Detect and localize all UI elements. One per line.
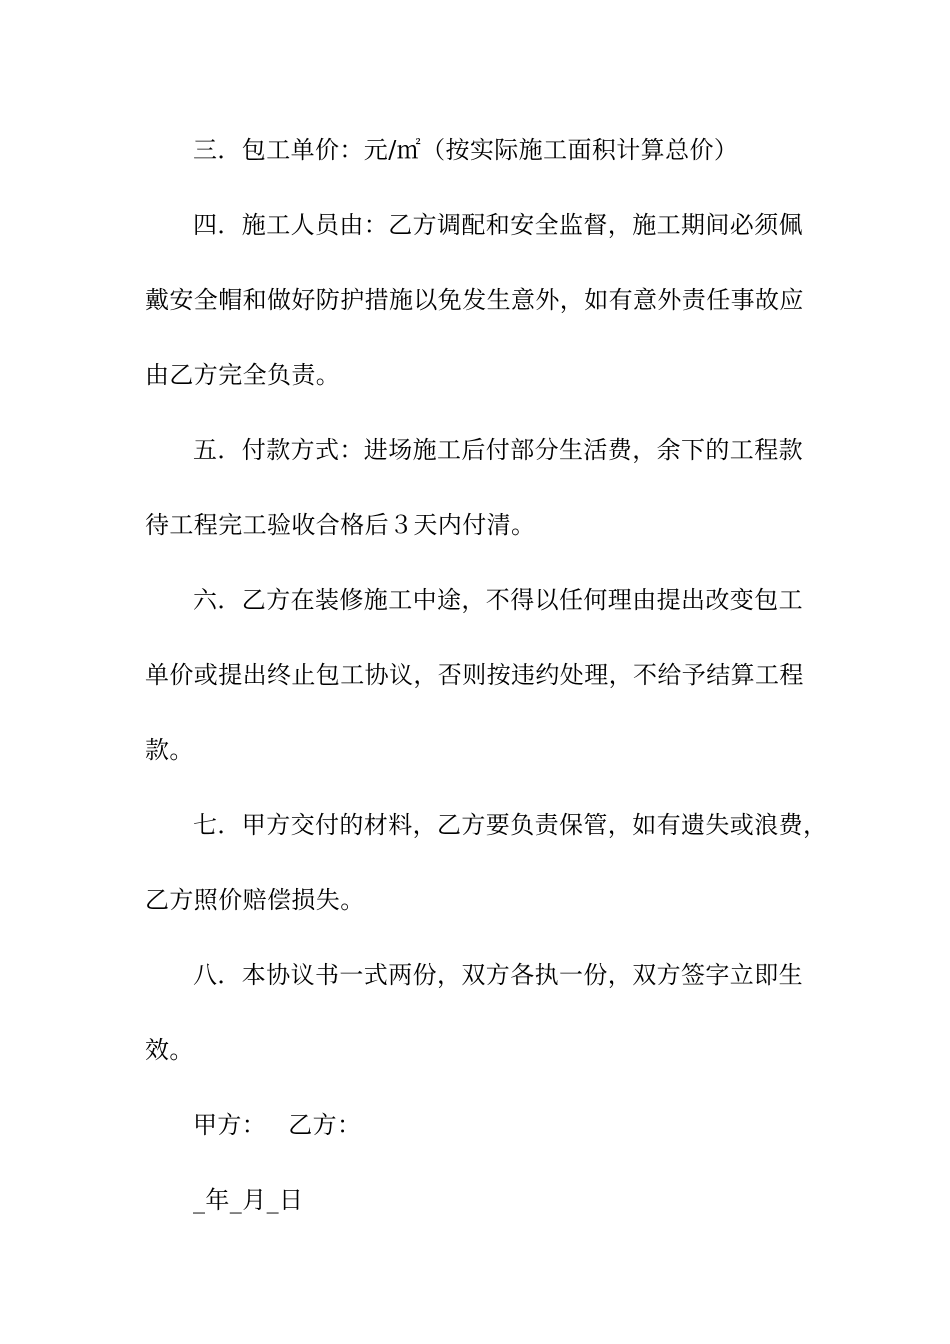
clause-5-line-1: 五．付款方式：进场施工后付部分生活费，余下的工程款 [193, 436, 803, 464]
clause-6-line-3: 款。 [145, 736, 194, 764]
date-line: _年_月_日 [193, 1186, 304, 1214]
clause-6-line-2: 单价或提出终止包工协议，否则按违约处理，不给予结算工程 [145, 661, 804, 689]
party-a-label: 甲方： [193, 1111, 267, 1139]
clause-4-line-1: 四．施工人员由：乙方调配和安全监督，施工期间必须佩 [193, 211, 803, 239]
clause-7-line-1: 七．甲方交付的材料，乙方要负责保管，如有遗失或浪费， [193, 811, 828, 839]
clause-7-line-2: 乙方照价赔偿损失。 [145, 886, 365, 914]
party-b-label: 乙方： [288, 1111, 362, 1139]
clause-8-line-2: 效。 [145, 1036, 194, 1064]
clause-4-line-2: 戴安全帽和做好防护措施以免发生意外，如有意外责任事故应 [145, 286, 804, 314]
clause-3-line-1: 三．包工单价：元/㎡（按实际施工面积计算总价） [193, 136, 739, 164]
clause-5-line-2: 待工程完工验收合格后３天内付清。 [145, 511, 536, 539]
clause-8-line-1: 八．本协议书一式两份，双方各执一份，双方签字立即生 [193, 961, 803, 989]
clause-4-line-3: 由乙方完全负责。 [145, 361, 341, 389]
signature-line [193, 1109, 858, 1141]
clause-6-line-1: 六．乙方在装修施工中途，不得以任何理由提出改变包工 [193, 586, 803, 614]
